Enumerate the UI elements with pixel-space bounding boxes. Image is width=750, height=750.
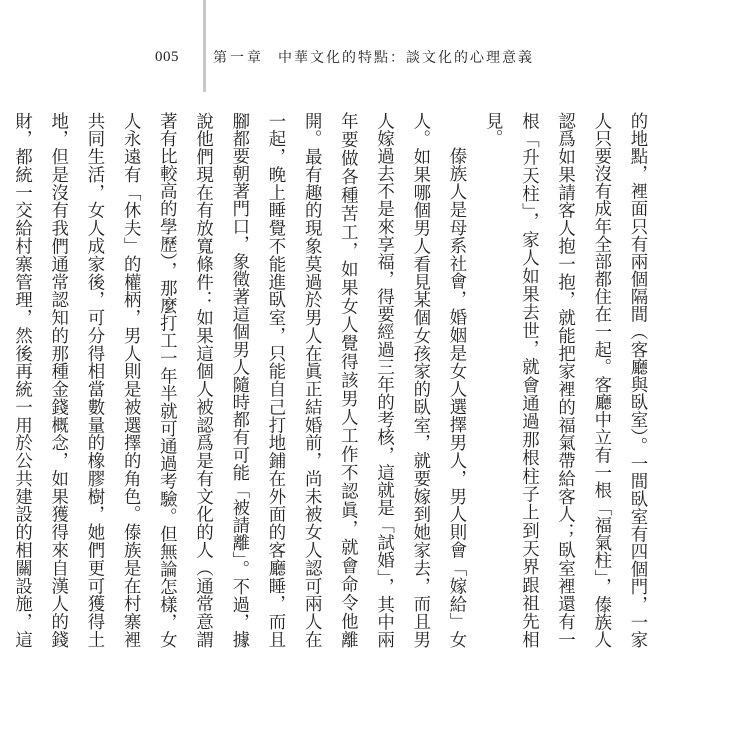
page-number: 005 bbox=[155, 48, 179, 65]
paragraph-2: 傣族人是母系社會，婚姻是女人選擇男人，男人則會「嫁給」女人。如果哪個男人看見某個女孩家的臥室，就要嫁到她家去，而且男人嫁過去不是來享福，得要經過三年的考核，這就是「試婚」，其中兩年要做各種苦工，如果女人覺得該男人工作不認眞，就會命令他離開。最有趣的現象莫過於男人在眞正結婚前，尚未被女人認可兩人在一起，晚上睡覺不能進臥室，只能自己打地鋪在外面的客廳睡，而且腳都要朝著門口，象徵著這個男人隨時都有可能「被請離」。不過，據說他們現在有放寬條件：如果這個人被認爲是有文化的人（通常意謂著有比較高的學歷），那麼打工一年半就可通過考驗。但無論怎樣，女人永遠有「休夫」的權柄，男人則是被選擇的角色。傣族是在村寨裡共同生活，女人成家後，可分得相當數量的橡膠樹，她們更可獲得土地，但是沒有我們通常認知的那種金錢概念，如果獲得來自漢人的錢財，都統一交給村寨管理，然後再統一用於公共建設的相關設施，這 bbox=[11, 112, 466, 648]
chapter-title: 中華文化的特點：談文化的心理意義 bbox=[278, 50, 534, 66]
paragraph-1: 的地點，裡面只有兩個隔間（客廳與臥室）。一間臥室有四個門，一家人只要沒有成年全部都住在一起。客廳中立有一根「福氣柱」，傣族人認爲如果請客人抱一抱，就能把家裡的福氣帶給客人；臥室裡還有一根「升天柱」，家人如果去世，就會通過那根柱子上到天界跟祖先相見。 bbox=[482, 112, 647, 648]
chapter-label: 第一章 bbox=[213, 50, 264, 66]
running-header bbox=[155, 46, 534, 68]
body-text bbox=[11, 112, 655, 648]
